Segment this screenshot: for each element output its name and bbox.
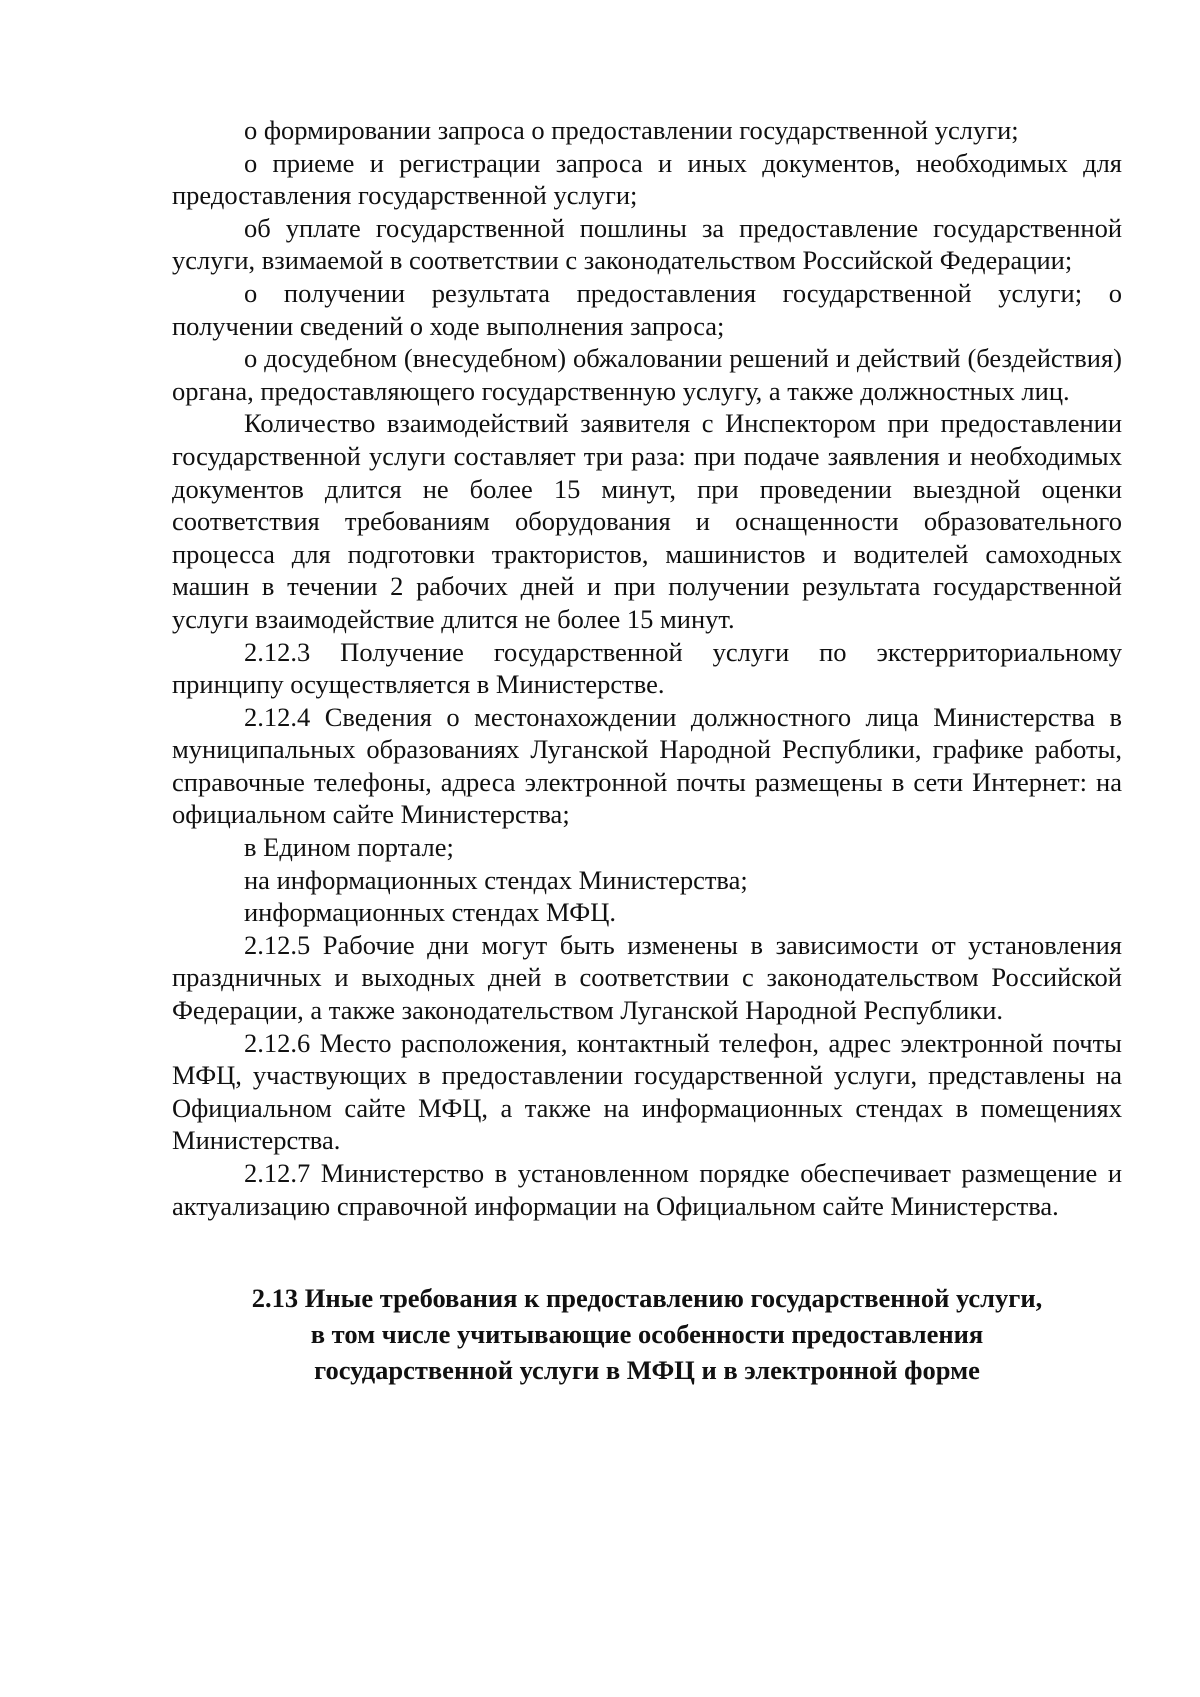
paragraph-request-registration: о приеме и регистрации запроса и иных документов, необходимых для предоставления государственной услуги; [172,147,1122,211]
heading-line-1: 2.13 Иные требования к предоставлению государственной услуги, [251,1283,1043,1314]
paragraph-2-12-5: 2.12.5 Рабочие дни могут быть изменены в зависимости от установления праздничных и выходных дней в соответствии с законодательством Российской Федерации, а также законодательством Луганской Народной Республики. [172,929,1122,1026]
heading-line-3: государственной услуги в МФЦ и в электронной форме [314,1355,980,1386]
paragraph-interaction-count: Количество взаимодействий заявителя с Инспектором при предоставлении государственной услуги составляет три раза: при подаче заявления и необходимых документов длится не более 15 минут, при проведении выездной оценки соответствия требованиям оборудования и оснащенности образовательного процесса для подготовки трактористов, машинистов и водителей самоходных машин в течении 2 рабочих дней и при получении результата государственной услуги взаимодействие длится не более 15 минут. [172,408,1122,634]
section-heading-2-13 [172,1280,1122,1388]
paragraph-pretrial-appeal: о досудебном (внесудебном) обжаловании решений и действий (бездействия) органа, предоставляющего государственную услугу, а также должностных лиц. [172,343,1122,406]
document-page [172,114,1122,1388]
paragraph-result-receipt: о получении результата предоставления государственной услуги; о получении сведений о ходе выполнения запроса; [172,277,1122,341]
paragraph-request-forming: о формировании запроса о предоставлении государственной услуги; [244,115,1019,145]
paragraph-state-fee: об уплате государственной пошлины за предоставление государственной услуги, взимаемой в соответствии с законодательством Российской Федерации; [172,212,1122,276]
paragraph-2-12-7: 2.12.7 Министерство в установленном порядке обеспечивает размещение и актуализацию справочной информации на Официальном сайте Министерства. [172,1158,1122,1221]
heading-line-2: в том числе учитывающие особенности предоставления [310,1319,984,1350]
paragraph-mfc-stands: информационных стендах МФЦ. [244,897,616,928]
paragraph-ministry-stands: на информационных стендах Министерства; [244,864,748,895]
paragraph-single-portal: в Едином портале; [244,832,454,863]
paragraph-2-12-6: 2.12.6 Место расположения, контактный телефон, адрес электронной почты МФЦ, участвующих в предоставлении государственной услуги, представлены на Официальном сайте МФЦ, а также на информационных стендах в помещениях Министерства. [172,1027,1122,1156]
paragraph-2-12-4: 2.12.4 Сведения о местонахождении должностного лица Министерства в муниципальных образованиях Луганской Народной Республики, графике работы, справочные телефоны, адреса электронной почты размещены в сети Интернет: на официальном сайте Министерства; [172,701,1122,830]
paragraph-2-12-3: 2.12.3 Получение государственной услуги по экстерриториальному принципу осуществляется в Министерстве. [172,636,1122,700]
